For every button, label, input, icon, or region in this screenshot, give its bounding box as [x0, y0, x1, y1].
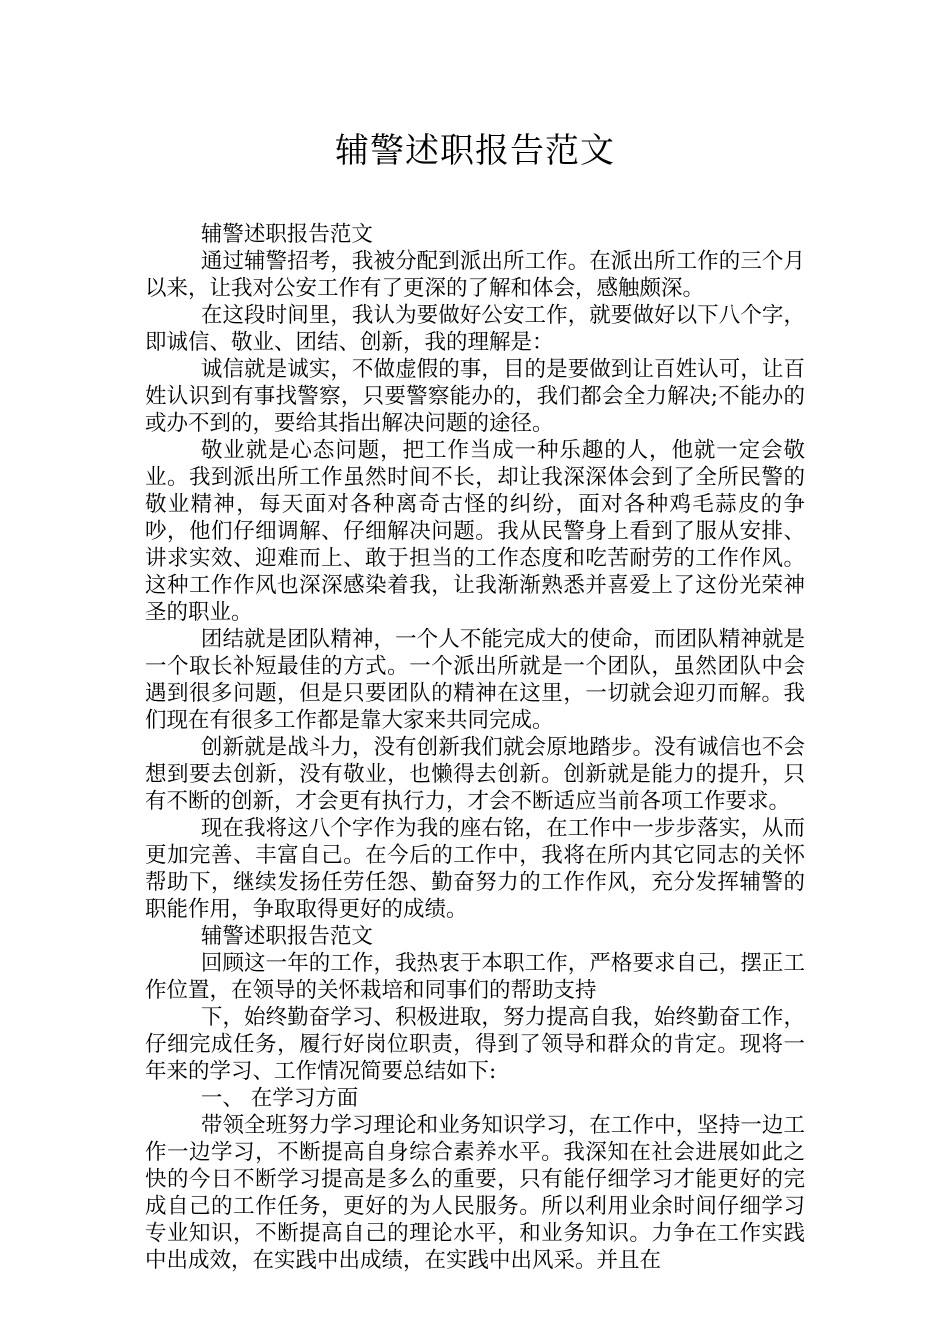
paragraph-subtitle: 辅警述职报告范文: [200, 924, 373, 949]
paragraph: 在这段时间里，我认为要做好公安工作，就要做好以下八个字，即诚信、敬业、团结、创新，我的理解是：: [145, 303, 805, 355]
section-heading: 一、 在学习方面: [200, 1086, 359, 1111]
paragraph: 带领全班努力学习理论和业务知识学习，在工作中，坚持一边工作一边学习，不断提高自身综合素养水平。我深知在社会进展如此之快的今日不断学习提高是多么的重要，只有能仔细学习才能更好的完成自己的工作任务，更好的为人民服务。所以利用业余时间仔细学习专业知识，不断提高自己的理论水平，和业务知识。力争在工作实践中出成效，在实践中出成绩，在实践中出风采。并且在: [145, 1113, 805, 1273]
document-title: 辅警述职报告范文: [335, 131, 615, 171]
document-body: [145, 221, 805, 1274]
paragraph: 创新就是战斗力，没有创新我们就会原地踏步。没有诚信也不会想到要去创新，没有敬业，也懒得去创新。创新就是能力的提升，只有不断的创新，才会更有执行力，才会不断适应当前各项工作要求。: [145, 735, 805, 814]
paragraph: 团结就是团队精神，一个人不能完成大的使命，而团队精神就是一个取长补短最佳的方式。一个派出所就是一个团队，虽然团队中会遇到很多问题，但是只要团队的精神在这里，一切就会迎刃而解。我们现在有很多工作都是靠大家来共同完成。: [145, 627, 805, 733]
paragraph: 回顾这一年的工作，我热衷于本职工作，严格要求自己，摆正工作位置，在领导的关怀栽培和同事们的帮助支持: [145, 951, 805, 1003]
paragraph: 下，始终勤奋学习、积极进取，努力提高自我，始终勤奋工作，仔细完成任务，履行好岗位职责，得到了领导和群众的肯定。现将一年来的学习、工作情况简要总结如下:: [145, 1005, 805, 1084]
paragraph: 敬业就是心态问题，把工作当成一种乐趣的人，他就一定会敬业。我到派出所工作虽然时间不长，却让我深深体会到了全所民警的敬业精神，每天面对各种离奇古怪的纠纷，面对各种鸡毛蒜皮的争吵，他们仔细调解、仔细解决问题。我从民警身上看到了服从安排、讲求实效、迎难而上、敢于担当的工作态度和吃苦耐劳的工作作风。这种工作作风也深深感染着我，让我渐渐熟悉并喜爱上了这份光荣神圣的职业。: [145, 438, 805, 625]
paragraph-subtitle: 辅警述职报告范文: [200, 222, 373, 247]
paragraph: 通过辅警招考，我被分配到派出所工作。在派出所工作的三个月以来，让我对公安工作有了更深的了解和体会，感触颇深。: [145, 249, 805, 301]
paragraph: 诚信就是诚实，不做虚假的事，目的是要做到让百姓认可，让百姓认识到有事找警察，只要警察能办的，我们都会全力解决;不能办的或办不到的，要给其指出解决问题的途径。: [145, 357, 805, 436]
paragraph: 现在我将这八个字作为我的座右铭，在工作中一步步落实，从而更加完善、丰富自己。在今后的工作中，我将在所内其它同志的关怀帮助下，继续发扬任劳任怨、勤奋努力的工作作风，充分发挥辅警的职能作用，争取取得更好的成绩。: [145, 816, 805, 922]
